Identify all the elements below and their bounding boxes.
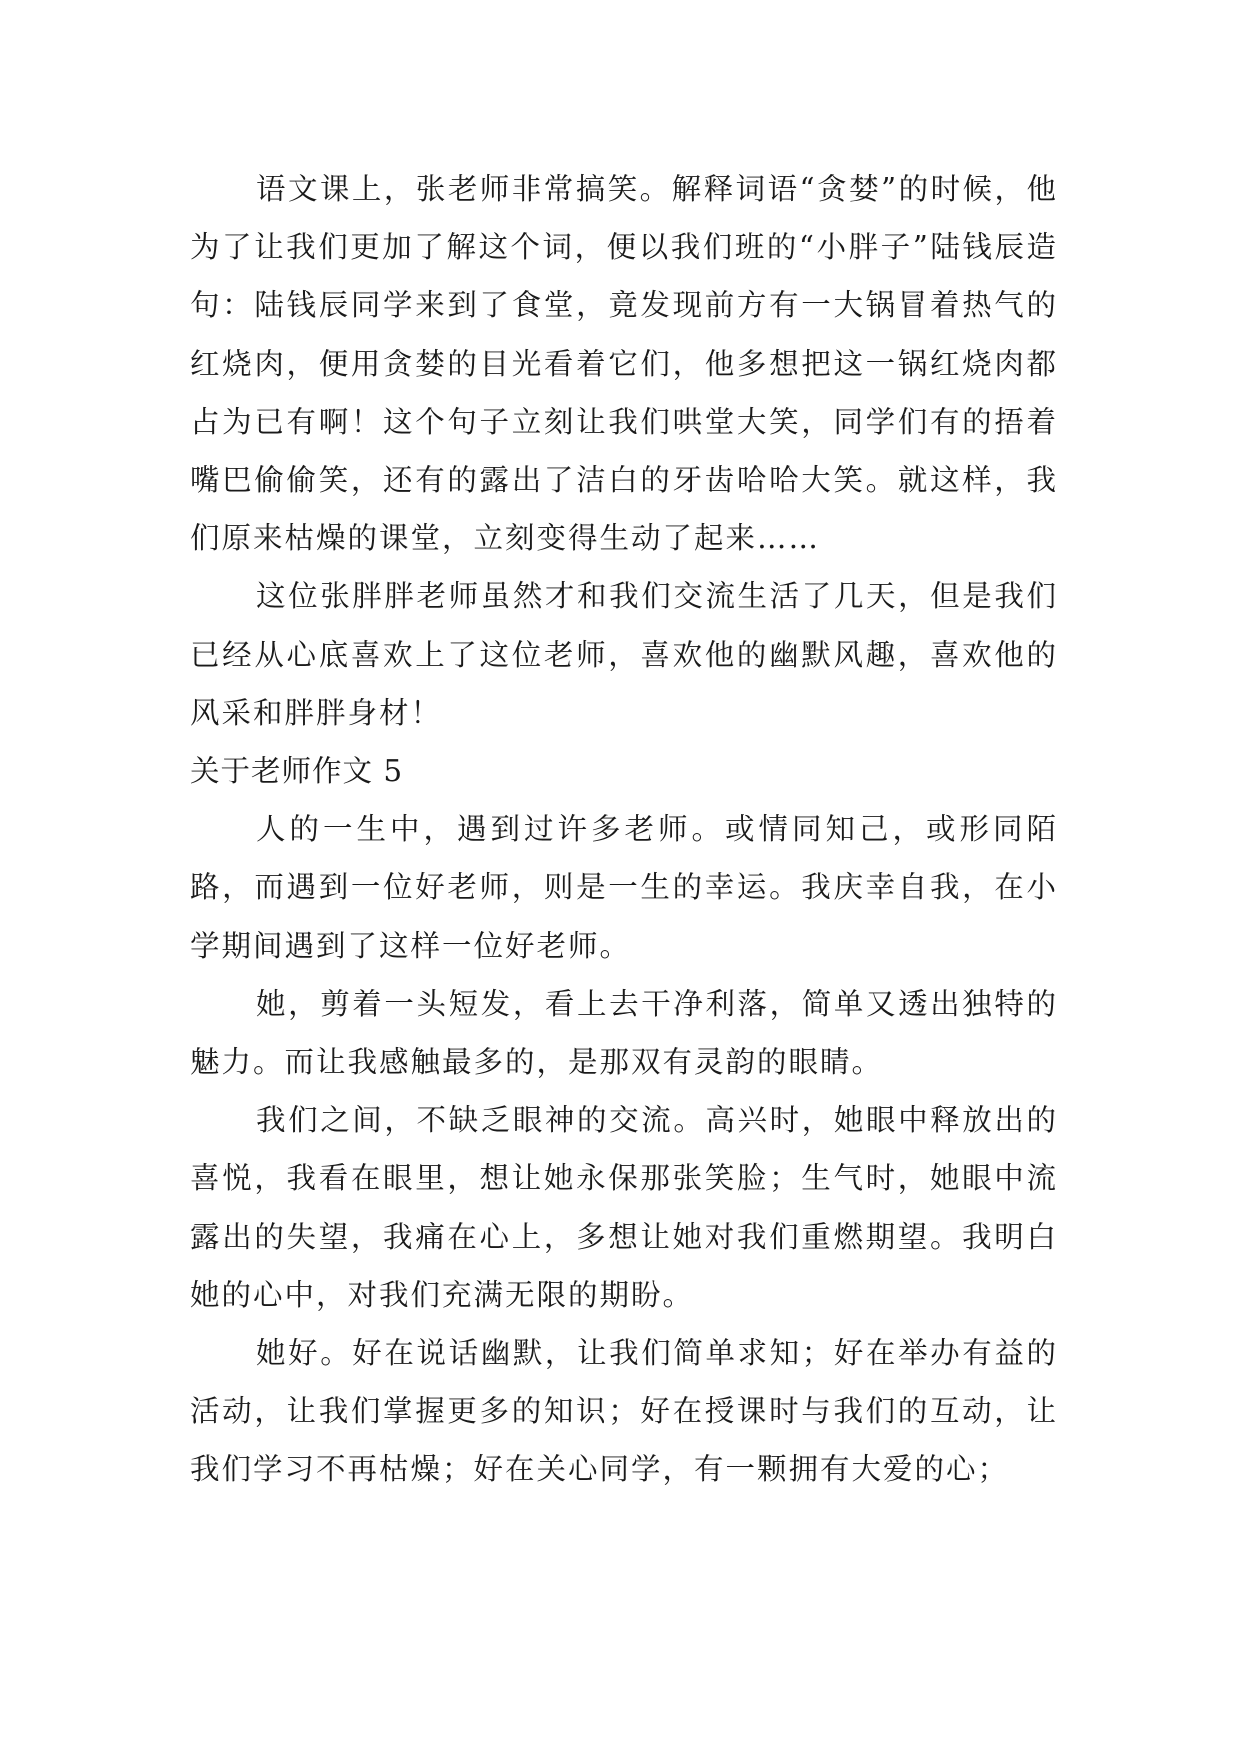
paragraph-eye-contact: 我们之间，不缺乏眼神的交流。高兴时，她眼中释放出的喜悦，我看在眼里，想让她永保那张笑脸；生气时，她眼中流露出的失望，我痛在心上，多想让她对我们重燃期望。我明白她的心中，对我们充满无限的期盼。 [190, 1103, 1058, 1312]
paragraph-teacher-zhang: 这位张胖胖老师虽然才和我们交流生活了几天，但是我们已经从心底喜欢上了这位老师，喜欢他的幽默风趣，喜欢他的风采和胖胖身材！ [190, 579, 1058, 730]
paragraph-short-hair: 她，剪着一头短发，看上去干净利落，简单又透出独特的魅力。而让我感触最多的，是那双有灵韵的眼睛。 [190, 986, 1058, 1080]
paragraph-she-is-good: 她好。好在说话幽默，让我们简单求知；好在举办有益的活动，让我们掌握更多的知识；好在授课时与我们的互动，让我们学习不再枯燥；好在关心同学，有一颗拥有大爱的心； [190, 1336, 1058, 1487]
document-body [190, 160, 1058, 1499]
section-heading: 关于老师作文 5 [190, 754, 404, 789]
paragraph-chinese-class: 语文课上，张老师非常搞笑。解释词语“贪婪”的时候，他为了让我们更加了解这个词，便以我们班的“小胖子”陆钱辰造句：陆钱辰同学来到了食堂，竟发现前方有一大锅冒着热气的红烧肉，便用贪婪的目光看着它们，他多想把这一锅红烧肉都占为已有啊！这个句子立刻让我们哄堂大笑，同学们有的捂着嘴巴偷偷笑，还有的露出了洁白的牙齿哈哈大笑。就这样，我们原来枯燥的课堂，立刻变得生动了起来…… [190, 172, 1058, 556]
paragraph-good-teacher: 人的一生中，遇到过许多老师。或情同知己，或形同陌路，而遇到一位好老师，则是一生的幸运。我庆幸自我，在小学期间遇到了这样一位好老师。 [190, 812, 1058, 963]
